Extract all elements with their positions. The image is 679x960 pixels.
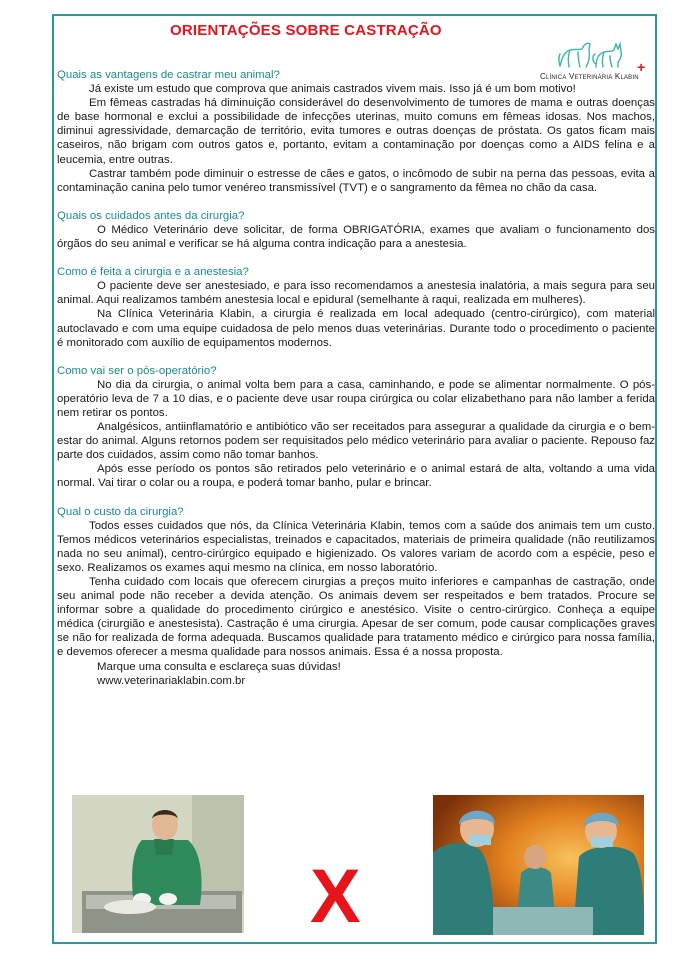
paragraph: Após esse período os pontos são retirados pelo veterinário e o animal estará de alta, voltando a uma vida normal. Vai tirar o colar ou a roupa, e poderá tomar banho, pular e brincar. — [57, 463, 655, 490]
section-gap — [57, 350, 655, 364]
section-advantages — [57, 68, 655, 195]
section-cost — [57, 505, 655, 688]
paragraph: Tenha cuidado com locais que oferecem cirurgias a preços muito inferiores e campanhas de castração, onde seu animal pode não receber a devida atenção. Os animais devem ser respeitados e bem tratados. Procure se informar sobre a qualidade do procedimento cirúrgico e anestésico. Visite o centro-cirúrgico. Conheça a equipe médica (cirurgião e anestesista). Castração é uma cirurgia. Apesar de ser comum, pode causar complicações graves se não for realizada de forma adequada. Buscamos qualidade para tratamento médico e cirúrgico para nossa família, e devemos oferecer a mesma qualidade para nossos animais. Essa é a nossa proposta. — [57, 576, 655, 659]
website-link[interactable]: www.veterinariaklabin.com.br — [97, 674, 246, 687]
section-before-surgery — [57, 209, 655, 251]
dog-and-cat-icon — [556, 36, 626, 70]
section-gap — [57, 251, 655, 265]
section-question: Quais as vantagens de castrar meu animal? — [57, 69, 280, 81]
document-body — [57, 68, 655, 688]
red-cross-icon: + — [637, 59, 646, 75]
paragraph: Todos esses cuidados que nós, da Clínica Veterinária Klabin, temos com a saúde dos animais tem um custo. Temos médicos veterinários especialistas, treinados e capacitados, materiais de primeira qualidade (não reutilizamos nada no seu animal), centro-cirúrgico equipado e higienizado. Os valores variam de acordo com a espécie, peso e sexo. Realizamos os exames aqui mesmo na clínica, em nosso laboratório. — [57, 519, 655, 574]
section-post-op — [57, 364, 655, 491]
paragraph: O paciente deve ser anestesiado, e para isso recomendamos a anestesia inalatória, a mais segura para seu animal. Aqui realizamos também anestesia local e epidural (semelhante à raqui, realizada em mulheres). — [57, 280, 655, 307]
paragraph: Castrar também pode diminuir o estresse de cães e gatos, o incômodo de subir na perna das pessoas, evita a contaminação canina pelo tumor venéreo transmissível (TVT) e o sangramento da fêmea no chão da casa. — [57, 167, 655, 194]
surgery-photo-illustration — [433, 795, 644, 935]
section-question: Como é feita a cirurgia e a anestesia? — [57, 266, 249, 279]
vet-photo-illustration — [72, 795, 244, 933]
section-gap — [57, 195, 655, 209]
logo-clinic-name: Clínica Veterinária Klabin — [540, 72, 639, 81]
section-gap — [57, 491, 655, 505]
section-surgery-anesthesia — [57, 265, 655, 350]
paragraph: O Médico Veterinário deve solicitar, de forma OBRIGATÓRIA, exames que avaliam o funcionamento dos órgãos do seu animal e verificar se há alguma contra indicação para a anestesia. — [57, 223, 655, 251]
call-to-action: Marque uma consulta e esclareça suas dúvidas! — [97, 660, 341, 673]
surgical-team-photo — [433, 795, 644, 935]
document-title: ORIENTAÇÕES SOBRE CASTRAÇÃO — [170, 22, 442, 39]
vet-with-patient-photo — [72, 795, 244, 933]
paragraph: Analgésicos, antiinflamatório e antibiótico vão ser receitados para assegurar a qualidade da cirurgia e o bem-estar do animal. Alguns retornos podem ser requisitados pelo médico veterinário para avaliar o paciente. Repouso faz parte dos cuidados, assim como não tomar banhos. — [57, 421, 655, 462]
paragraph: No dia da cirurgia, o animal volta bem para a casa, caminhando, e pode se alimentar normalmente. O pós-operatório leva de 7 a 10 dias, e o paciente deve usar roupa cirúrgica ou colar elizabethano para não lamber a ferida nem retirar os pontos. — [57, 378, 655, 419]
section-question: Qual o custo da cirurgia? — [57, 505, 184, 518]
section-question: Quais os cuidados antes da cirurgia? — [57, 209, 245, 222]
paragraph: Na Clínica Veterinária Klabin, a cirurgia é realizada em local adequado (centro-cirúrgico), com material autoclavado e com uma equipe cuidadosa de pelo menos duas veterinárias. Durante todo o procedimento o paciente é monitorado com auxílio de equipamentos modernos. — [57, 308, 655, 349]
paragraph: Em fêmeas castradas há diminuição considerável do desenvolvimento de tumores de mama e outras doenças de base hormonal e exclui a possibilidade de infecções uterinas, muito comuns em fêmeas idosas. Nos machos, diminui agressividade, demarcação de território, evita tumores e outras doenças de próstata. Os gatos ficam mais caseiros, não brigam com outros gatos e, portanto, evitam a contaminação por doenças como a AIDS felina e a leucemia, entre outras. — [57, 97, 655, 166]
x-mark-icon: X — [310, 854, 361, 939]
paragraph: Já existe um estudo que comprova que animais castrados vivem mais. Isso já é um bom motivo! — [89, 83, 576, 96]
section-question: Como vai ser o pós-operatório? — [57, 364, 217, 377]
